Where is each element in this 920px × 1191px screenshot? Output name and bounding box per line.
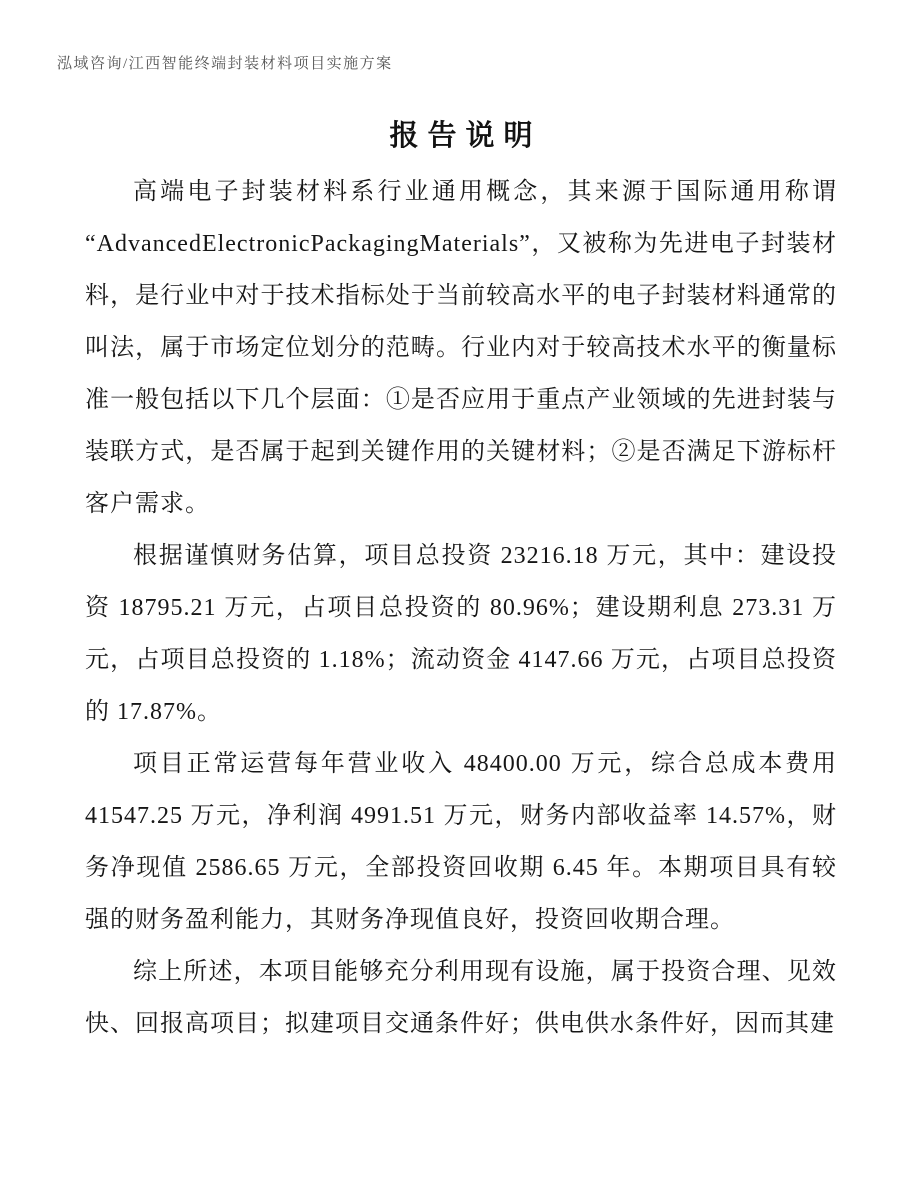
paragraph-investment-estimate: 根据谨慎财务估算，项目总投资 23216.18 万元，其中：建设投资 18795.21 万元，占项目总投资的 80.96%；建设期利息 273.31 万元，占项目总投资的 1.18%；流动资金 4147.66 万元，占项目总投资的 17.87%。: [85, 543, 837, 725]
document-body: [85, 113, 837, 1050]
page-title: 报告说明: [389, 120, 542, 152]
page-header: 泓域咨询/江西智能终端封装材料项目实施方案: [57, 56, 393, 72]
paragraph-conclusion: 综上所述，本项目能够充分利用现有设施，属于投资合理、见效快、回报高项目；拟建项目交通条件好；供电供水条件好，因而其建: [85, 959, 837, 1037]
paragraph-industry-concept: 高端电子封装材料系行业通用概念，其来源于国际通用称谓“AdvancedElectronicPackagingMaterials”，又被称为先进电子封装材料，是行业中对于技术指标处于当前较高水平的电子封装材料通常的叫法，属于市场定位划分的范畴。行业内对于较高技术水平的衡量标准一般包括以下几个层面：①是否应用于重点产业领域的先进封装与装联方式，是否属于起到关键作用的关键材料；②是否满足下游标杆客户需求。: [85, 179, 837, 517]
paragraph-operating-revenue: 项目正常运营每年营业收入 48400.00 万元，综合总成本费用 41547.25 万元，净利润 4991.51 万元，财务内部收益率 14.57%，财务净现值 2586.65 万元，全部投资回收期 6.45 年。本期项目具有较强的财务盈利能力，其财务净现值良好，投资回收期合理。: [85, 751, 837, 933]
